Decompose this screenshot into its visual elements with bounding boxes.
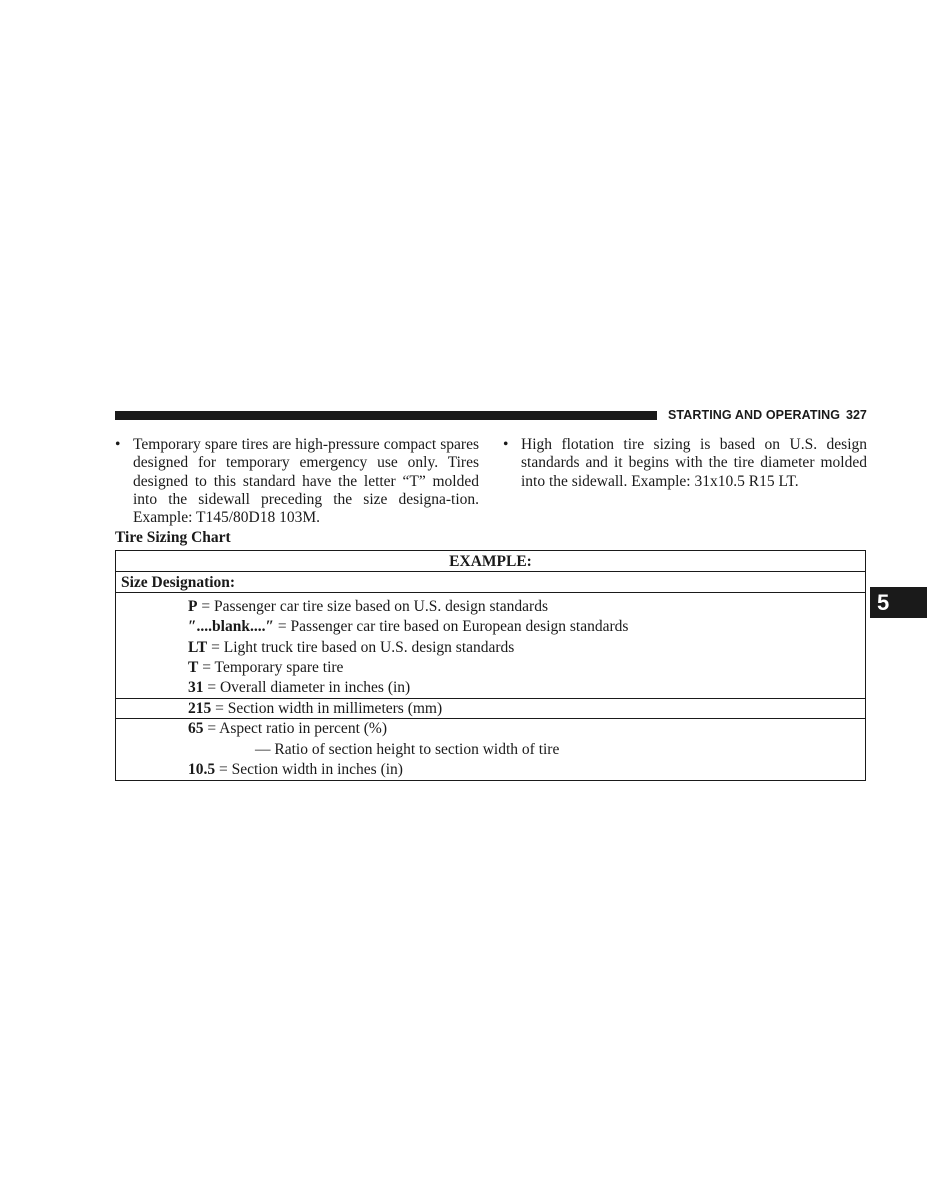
definition-code: 215 (188, 700, 212, 718)
definition-row (188, 638, 865, 658)
header-rule (115, 411, 657, 420)
definitions-block (116, 593, 865, 699)
definition-row (188, 678, 865, 698)
size-designation-header: Size Designation: (116, 572, 865, 593)
bullet-icon: • (503, 436, 509, 453)
definition-text: = Aspect ratio in percent (%) (203, 720, 387, 738)
definition-text: = Passenger car tire size based on U.S. design standards (197, 598, 548, 615)
definition-row (188, 597, 865, 617)
aspect-ratio-block (116, 719, 865, 780)
bullet-temporary-spare (115, 436, 479, 527)
definition-text: = Temporary spare tire (198, 658, 344, 676)
aspect-ratio-note: — Ratio of section height to section width of tire (255, 740, 560, 758)
definition-text: = Section width in inches (in) (215, 761, 403, 779)
bullet-high-flotation (503, 436, 867, 491)
definition-code: 65 (188, 720, 204, 738)
definition-text: = Passenger car tire based on European design standards (274, 618, 629, 636)
tire-sizing-table (115, 550, 866, 781)
left-column (115, 436, 479, 527)
definition-code: 10.5 (188, 761, 216, 779)
definition-text: = Overall diameter in inches (in) (203, 679, 411, 697)
section-width-row (116, 699, 865, 719)
definition-row (188, 719, 865, 739)
definition-text: = Section width in millimeters (mm) (211, 700, 443, 718)
chapter-number: 5 (877, 590, 890, 615)
page-number: 327 (846, 408, 867, 422)
bullet-text: High flotation tire sizing is based on U.S. design standards and it begins with the tire diameter molded into the sidewall. Example: 31x10.5 R15 LT. (521, 436, 867, 490)
section-title: STARTING AND OPERATING (668, 408, 841, 422)
example-header: EXAMPLE: (116, 551, 865, 572)
definition-text: = Light truck tire based on U.S. design standards (207, 638, 515, 656)
definition-code: LT (188, 638, 208, 656)
definition-row (188, 760, 865, 780)
definition-row (188, 658, 865, 678)
chart-title: Tire Sizing Chart (115, 529, 231, 546)
definition-code: 31 (188, 679, 204, 697)
bullet-icon: • (115, 436, 121, 453)
right-column (503, 436, 867, 491)
definition-row (188, 617, 865, 637)
bullet-text: Temporary spare tires are high-pressure compact spares designed for temporary emergency use only. Tires designed to this standard have the letter “T” molded into the sidewall preceding the size designa-tion. Example: T145/80D18 103M. (133, 436, 479, 527)
definition-code: T (188, 658, 199, 676)
definition-code: P (188, 598, 198, 615)
definition-code: ″....blank....″ (188, 618, 275, 636)
